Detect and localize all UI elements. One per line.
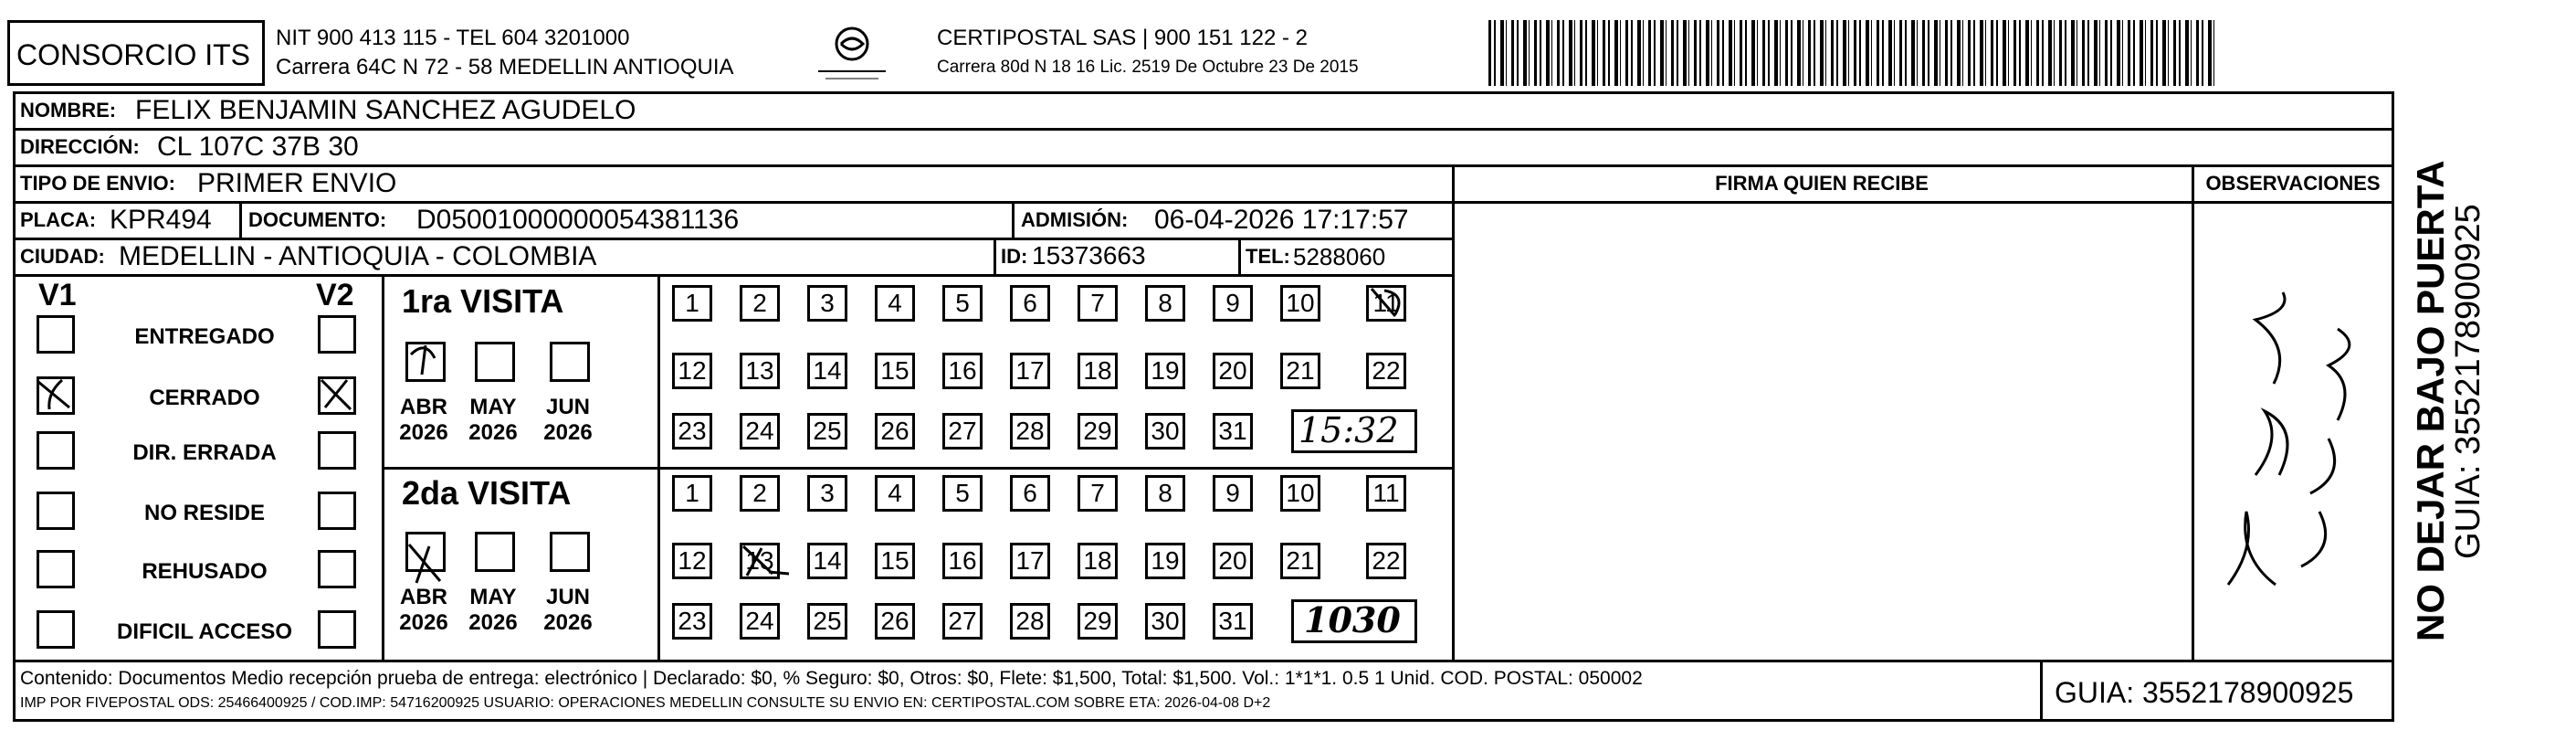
documento-value: D05001000000054381136 [416,205,740,235]
day-box[interactable]: 6 [1010,285,1050,322]
day-box[interactable]: 25 [807,413,847,450]
day-box[interactable]: 30 [1145,413,1185,450]
day-box[interactable]: 12 [672,543,712,579]
side-guia: GUIA: 3552178900925 [2449,204,2487,559]
day-box[interactable]: 28 [1010,413,1050,450]
day-box[interactable]: 18 [1078,353,1118,389]
id-value: 15373663 [1032,241,1146,270]
month-name: JUN [545,585,590,609]
first-visit-label: 1ra VISITA [402,282,564,320]
day-box[interactable]: 19 [1145,543,1185,579]
ciudad-label: CIUDAD: [20,245,105,268]
admision-value: 06-04-2026 17:17:57 [1154,205,1409,235]
certipostal-address: Carrera 80d N 18 16 Lic. 2519 De Octubre 23 De 2015 [937,58,1359,77]
placa-value: KPR494 [110,205,212,235]
day-box[interactable]: 10 [1280,285,1320,322]
v1-label: V1 [38,278,77,312]
month-year: 2026 [399,609,448,635]
day-box[interactable]: 7 [1078,475,1118,512]
day-box[interactable]: 30 [1145,603,1185,640]
day-box[interactable]: 12 [672,353,712,389]
documento-label: DOCUMENTO: [248,208,387,231]
day-box[interactable]: 27 [942,603,983,640]
footer-guia: GUIA: 3552178900925 [2055,676,2354,709]
month-name: MAY [469,395,517,419]
placa-label: PLACA: [20,208,97,231]
day-box[interactable]: 25 [807,603,847,640]
day-box[interactable]: 26 [875,603,915,640]
direccion-label: DIRECCIÓN: [20,135,140,158]
v2-label: V2 [316,278,354,312]
day-box[interactable]: 13 [740,353,780,389]
nit-line: NIT 900 413 115 - TEL 604 3201000 [276,26,630,50]
status-option-label: NO RESIDE [143,501,266,525]
admision-label: ADMISIÓN: [1021,208,1129,231]
ciudad-value: MEDELLIN - ANTIOQUIA - COLOMBIA [119,241,597,271]
day-box[interactable]: 10 [1280,475,1320,512]
day-box[interactable]: 5 [942,285,983,322]
month-name: MAY [469,585,517,609]
day-box[interactable]: 8 [1145,475,1185,512]
month-name: JUN [545,395,590,419]
month-year: 2026 [399,419,448,445]
day-box[interactable]: 2 [740,475,780,512]
month-year: 2026 [468,609,518,635]
day-box[interactable]: 3 [807,285,847,322]
side-no-dejar: NO DEJAR BAJO PUERTA [2409,160,2452,641]
month-year: 2026 [468,419,518,445]
first-visit-time: 15:32 [1299,410,1399,450]
direccion-value: CL 107C 37B 30 [157,132,359,162]
day-box[interactable]: 15 [875,353,915,389]
day-box[interactable]: 20 [1213,543,1253,579]
day-box[interactable]: 11 [1366,285,1406,322]
day-box[interactable]: 29 [1078,603,1118,640]
day-box[interactable]: 9 [1213,475,1253,512]
day-box[interactable]: 13 [740,543,780,579]
day-box[interactable]: 16 [942,353,983,389]
day-box[interactable]: 15 [875,543,915,579]
nombre-label: NOMBRE: [20,99,117,122]
id-label: ID: [1001,245,1028,268]
observaciones-label: OBSERVACIONES [2205,172,2381,195]
day-box[interactable]: 4 [875,285,915,322]
day-box[interactable]: 6 [1010,475,1050,512]
day-box[interactable]: 31 [1213,603,1253,640]
month-year: 2026 [543,419,593,445]
day-box[interactable]: 31 [1213,413,1253,450]
day-box[interactable]: 24 [740,413,780,450]
day-box[interactable]: 5 [942,475,983,512]
day-box[interactable]: 24 [740,603,780,640]
address-line: Carrera 64C N 72 - 58 MEDELLIN ANTIOQUIA [276,55,734,79]
day-box[interactable]: 22 [1366,543,1406,579]
second-visit-time: 1030 [1304,599,1401,640]
month-name: ABR [400,585,447,609]
day-box[interactable]: 1 [672,285,712,322]
day-box[interactable]: 11 [1366,475,1406,512]
company-name: CONSORCIO ITS [16,38,251,71]
day-box[interactable]: 7 [1078,285,1118,322]
month-year: 2026 [543,609,593,635]
second-visit-label: 2da VISITA [402,474,572,512]
nombre-value: FELIX BENJAMIN SANCHEZ AGUDELO [135,95,636,125]
day-box[interactable]: 19 [1145,353,1185,389]
certipostal-line: CERTIPOSTAL SAS | 900 151 122 - 2 [937,26,1308,50]
day-box[interactable]: 18 [1078,543,1118,579]
status-option-label: DIFICIL ACCESO [116,619,292,644]
status-option-label: CERRADO [149,386,260,410]
day-box[interactable]: 28 [1010,603,1050,640]
day-box[interactable]: 20 [1213,353,1253,389]
day-box[interactable]: 4 [875,475,915,512]
day-box[interactable]: 9 [1213,285,1253,322]
day-box[interactable]: 17 [1010,543,1050,579]
day-box[interactable]: 23 [672,413,712,450]
day-box[interactable]: 23 [672,603,712,640]
status-option-label: ENTREGADO [134,324,275,349]
day-box[interactable]: 22 [1366,353,1406,389]
day-box[interactable]: 29 [1078,413,1118,450]
day-box[interactable]: 26 [875,413,915,450]
firma-label: FIRMA QUIEN RECIBE [1715,172,1929,195]
day-box[interactable]: 3 [807,475,847,512]
day-box[interactable]: 14 [807,353,847,389]
month-name: ABR [400,395,447,419]
day-box[interactable]: 14 [807,543,847,579]
day-box[interactable]: 2 [740,285,780,322]
day-box[interactable]: 27 [942,413,983,450]
status-option-label: REHUSADO [142,559,268,584]
tipo-envio-label: TIPO DE ENVIO: [20,172,175,195]
day-box[interactable]: 8 [1145,285,1185,322]
footer-contenido: Contenido: Documentos Medio recepción prueba de entrega: electrónico | Declarado: $0, % Seguro: $0, Otros: $0, Flete: $1,500, Total: $1,500. Vol.: 1*1*1. 0.5 1 Unid. COD. POSTAL: 050002 [20,668,1643,689]
day-box[interactable]: 16 [942,543,983,579]
status-option-label: DIR. ERRADA [132,440,277,465]
day-box[interactable]: 21 [1280,543,1320,579]
day-box[interactable]: 17 [1010,353,1050,389]
day-box[interactable]: 21 [1280,353,1320,389]
footer-imp: IMP POR FIVEPOSTAL ODS: 25466400925 / COD.IMP: 54716200925 USUARIO: OPERACIONES MEDELLIN CONSULTE SU ENVIO EN: CERTIPOSTAL.COM SOBRE ETA: 2026-04-08 D+2 [20,695,1271,711]
day-box[interactable]: 1 [672,475,712,512]
tel-label: TEL: [1246,245,1290,268]
tel-value: 5288060 [1293,243,1386,270]
tipo-envio-value: PRIMER ENVIO [197,168,397,198]
